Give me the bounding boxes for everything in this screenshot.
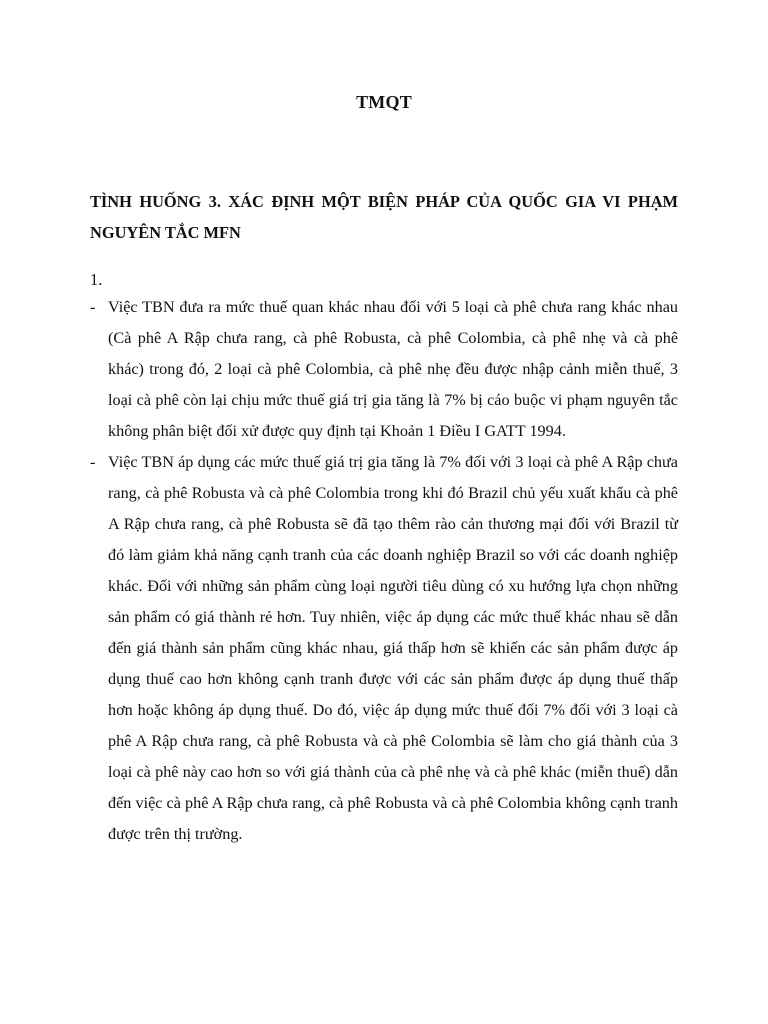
bullet-paragraph-2 (90, 447, 678, 850)
paragraph-text: Việc TBN đưa ra mức thuế quan khác nhau đối với 5 loại cà phê chưa rang khác nhau (Cà phê A Rập chưa rang, cà phê Robusta, cà phê Colombia, cà phê nhẹ và cà phê khác) trong đó, 2 loại cà phê Colombia, cà phê nhẹ đều được nhập cảnh miễn thuế, 3 loại cà phê còn lại chịu mức thuế giá trị gia tăng là 7% bị cáo buộc vi phạm nguyên tắc không phân biệt đối xử được quy định tại Khoản 1 Điều I GATT 1994. (108, 298, 678, 440)
document-title: TMQT (356, 92, 412, 112)
bullet-marker: - (90, 298, 96, 316)
bullet-marker: - (90, 453, 96, 471)
paragraph-text: Việc TBN áp dụng các mức thuế giá trị gia tăng là 7% đối với 3 loại cà phê A Rập chưa rang, cà phê Robusta và cà phê Colombia trong khi đó Brazil chủ yếu xuất khẩu cà phê A Rập chưa rang, cà phê Robusta sẽ đã tạo thêm rào cản thương mại đối với Brazil từ đó làm giảm khả năng cạnh tranh của các doanh nghiệp Brazil so với các doanh nghiệp khác. Đối với những sản phẩm cùng loại người tiêu dùng có xu hướng lựa chọn những sản phẩm có giá thành rẻ hơn. Tuy nhiên, việc áp dụng các mức thuế khác nhau sẽ dẫn đến giá thành sản phẩm cũng khác nhau, giá thấp hơn sẽ khiến các sản phẩm được áp dụng thuế cao hơn không cạnh tranh được với các sản phẩm được áp dụng thuế thấp hơn hoặc không áp dụng thuế. Do đó, việc áp dụng mức thuế đối 7% đối với 3 loại cà phê A Rập chưa rang, cà phê Robusta và cà phê Colombia sẽ làm cho giá thành của 3 loại cà phê này cao hơn so với giá thành của cà phê nhẹ và cà phê khác (miễn thuế) dẫn đến việc cà phê A Rập chưa rang, cà phê Robusta và cà phê Colombia không cạnh tranh được trên thị trường. (108, 453, 678, 843)
section-heading: TÌNH HUỐNG 3. XÁC ĐỊNH MỘT BIỆN PHÁP CỦA QUỐC GIA VI PHẠM NGUYÊN TẮC MFN (90, 192, 678, 242)
item-number: 1. (90, 270, 103, 289)
bullet-paragraph-1 (90, 292, 678, 447)
bullet-list (90, 292, 678, 850)
